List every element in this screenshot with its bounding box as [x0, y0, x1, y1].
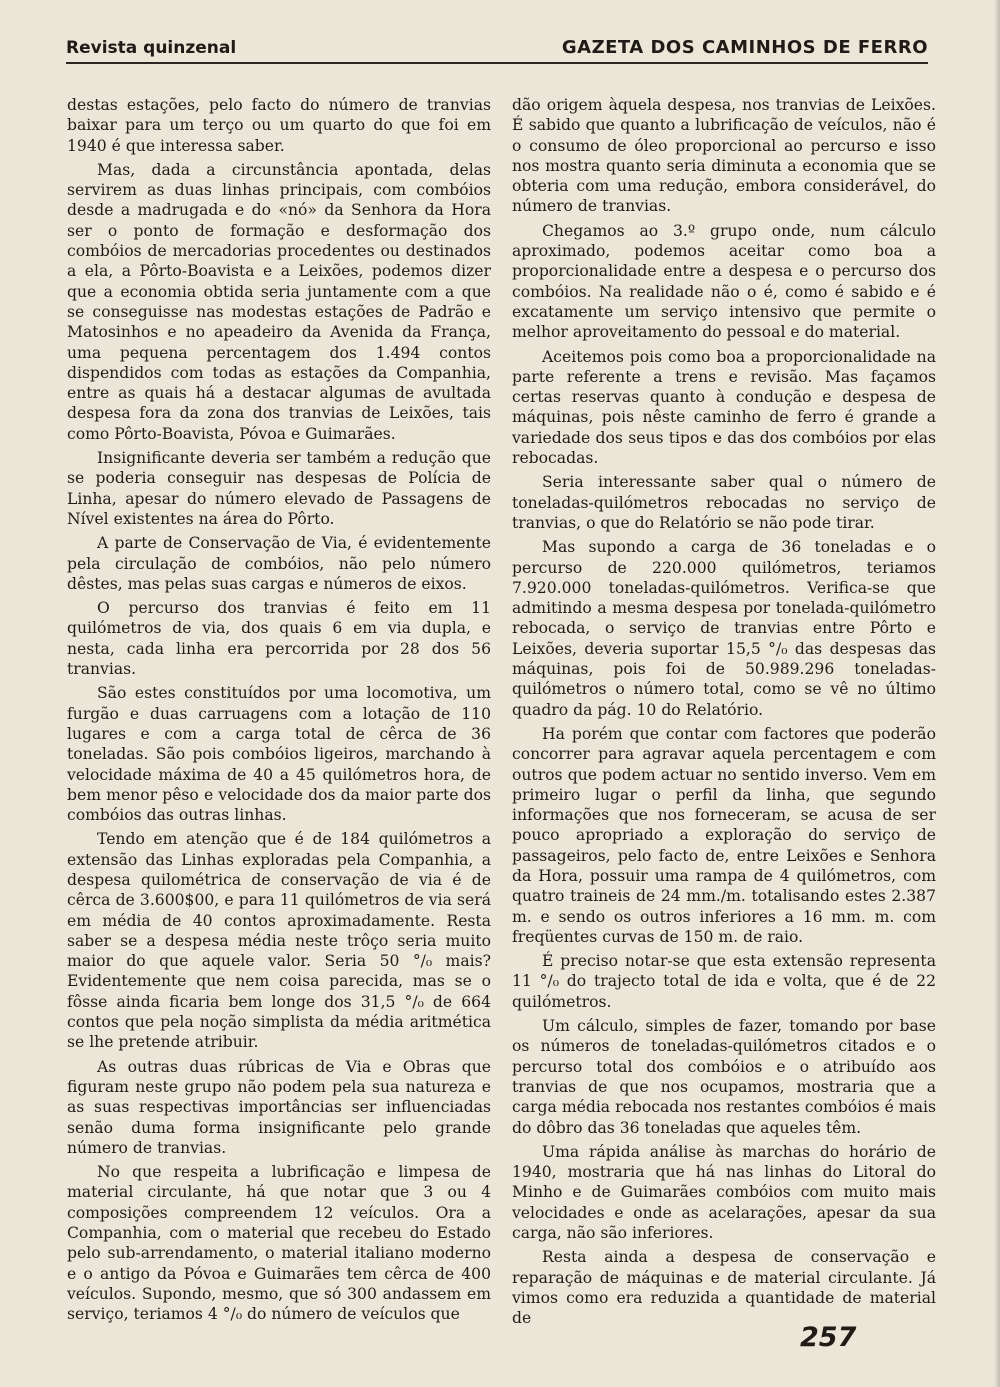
paragraph: A parte de Conservação de Via, é evidentemente pela circulação de combóios, não pelo número dêstes, mas pelas suas cargas e números de eixos. — [67, 534, 491, 593]
paragraph: dão origem àquela despesa, nos tranvias de Leixões. É sabido que quanto a lubrificação de veículos, não é o consumo de óleo proporcional ao percurso e isso nos mostra quanto seria diminuta a economia que se obteria com uma redução, embora considerável, do número de tranvias. — [512, 96, 936, 216]
paragraph: Resta ainda a despesa de conservação e reparação de máquinas e de material circulante. Já vimos como era reduzida a quantidade de material de — [512, 1248, 936, 1328]
left-column — [67, 95, 491, 1329]
paragraph: Tendo em atenção que é de 184 quilómetros a extensão das Linhas exploradas pela Companhia, a despesa quilométrica de conservação de via é de cêrca de 3.600$00, e para 11 quilómetros de via será em média de 40 contos aproximadamente. Resta saber se a despesa média neste trôço seria muito maior do que aquele valor. Seria 50 °/₀ mais? Evidentemente que nem coisa parecida, mas se o fôsse ainda ficaria bem longe dos 31,5 °/₀ de 664 contos que pela noção simplista da média aritmética se lhe pretende atribuir. — [67, 830, 491, 1052]
paragraph: Seria interessante saber qual o número de toneladas-quilómetros rebocadas no serviço de tranvias, o que do Relatório se não pode tirar. — [512, 473, 936, 532]
paragraph: Aceitemos pois como boa a proporcionalidade na parte referente a trens e revisão. Mas façamos certas reservas quanto à condução e despesa de máquinas, pois nêste caminho de ferro é grande a variedade dos seus tipos e das dos combóios por elas rebocadas. — [512, 347, 936, 468]
paragraph: Insignificante deveria ser também a redução que se poderia conseguir nas despesas de Polícia de Linha, apesar do número elevado de Passagens de Nível existentes na área do Pôrto. — [67, 449, 491, 528]
paragraph: São estes constituídos por uma locomotiva, um furgão e duas carruagens com a lotação de 110 lugares e com a carga total de cêrca de 36 toneladas. São pois combóios ligeiros, marchando à velocidade máxima de 40 a 45 quilómetros hora, de bem menor pêso e velocidade dos da maior parte dos combóios das outras linhas. — [67, 684, 491, 825]
paragraph: É preciso notar-se que esta extensão representa 11 °/₀ do trajecto total de ida e volta, que é de 22 quilómetros. — [512, 952, 936, 1011]
paragraph: As outras duas rúbricas de Via e Obras que figuram neste grupo não podem pela sua natureza e as suas respectivas importâncias ser influenciadas senão duma forma insignificante pelo grande número de tranvias. — [67, 1057, 491, 1157]
page-number: 257 — [800, 1322, 857, 1353]
running-head — [66, 36, 928, 64]
paragraph: No que respeita a lubrificação e limpesa de material circulante, há que notar que 3 ou 4 composições compreendem 12 veículos. Ora a Companhia, com o material que recebeu do Estado pelo sub-arrendamento, o material italiano moderno e o antigo da Póvoa e Guimarães tem cêrca de 400 veículos. Supondo, mesmo, que só 300 andassem em serviço, teriamos 4 °/₀ do número de veículos que — [67, 1163, 491, 1324]
page-edge-shadow — [994, 0, 1000, 1387]
paragraph: Uma rápida análise às marchas do horário de 1940, mostraria que há nas linhas do Litoral do Minho e de Guimarães combóios com muito mais velocidades e onde as acelarações, apesar da sua carga, não são inferiores. — [512, 1142, 936, 1243]
paragraph: O percurso dos tranvias é feito em 11 quilómetros de via, dos quais 6 em via dupla, e nesta, cada linha era percorrida por 28 dos 56 tranvias. — [67, 599, 491, 679]
paragraph: Mas, dada a circunstância apontada, delas servirem as duas linhas principais, com combóios desde a madrugada e do «nó» da Senhora da Hora ser o ponto de formação e desformação dos combóios de mercadorias procedentes ou destinados a ela, a Pôrto-Boavista e a Leixões, podemos dizer que a economia obtida seria juntamente com a que se conseguisse nas modestas estações de Padrão e Matosinhos e no apeadeiro da Avenida da França, uma pequena percentagem dos 1.494 contos dispendidos com todas as estações da Companhia, entre as quais há a destacar algumas de avultada despesa fora da zona dos tranvias de Leixões, tais como Pôrto-Boavista, Póvoa e Guimarães. — [67, 160, 491, 443]
paragraph: Mas supondo a carga de 36 toneladas e o percurso de 220.000 quilómetros, teriamos 7.920.000 toneladas-quilómetros. Verifica-se que admitindo a mesma despesa por tonelada-quilómetro rebocada, o serviço de tranvias entre Pôrto e Leixões, deveria suportar 15,5 °/₀ das despesas das máquinas, pois foi de 50.989.296 toneladas-quilómetros o número total, como se vê no último quadro da pág. 10 do Relatório. — [512, 538, 936, 719]
header-right: GAZETA DOS CAMINHOS DE FERRO — [561, 37, 928, 58]
paragraph: Ha porém que contar com factores que poderão concorrer para agravar aquela percentagem e com outros que podem actuar no sentido inverso. Vem em primeiro lugar o perfil da linha, que segundo informações que nos forneceram, se acusa de ser pouco apropriado a exploração do serviço de passageiros, pelo facto de, entre Leixões e Senhora da Hora, possuir uma rampa de 4 quilómetros, com quatro traineis de 24 mm./m. totalisando estes 2.387 m. e sendo os outros inferiores a 16 mm. m. com freqüentes curvas de 150 m. de raio. — [512, 724, 936, 946]
right-column — [512, 95, 936, 1333]
paragraph: destas estações, pelo facto do número de tranvias baixar para um terço ou um quarto do que foi em 1940 é que interessa saber. — [67, 96, 491, 155]
paragraph: Um cálculo, simples de fazer, tomando por base os números de toneladas-quilómetros citados e o percurso total dos combóios e o atribuído aos tranvias de que nos ocupamos, mostraria que a carga média rebocada nos restantes combóios é mais do dôbro das 36 toneladas que aqueles têm. — [512, 1017, 936, 1137]
header-left: Revista quinzenal — [66, 38, 237, 58]
paragraph: Chegamos ao 3.º grupo onde, num cálculo aproximado, podemos aceitar como boa a proporcionalidade entre a despesa e o percurso dos combóios. Na realidade não o é, como é sabido e é excatamente um serviço intensivo que permite o melhor aproveitamento do pessoal e do material. — [512, 221, 936, 342]
